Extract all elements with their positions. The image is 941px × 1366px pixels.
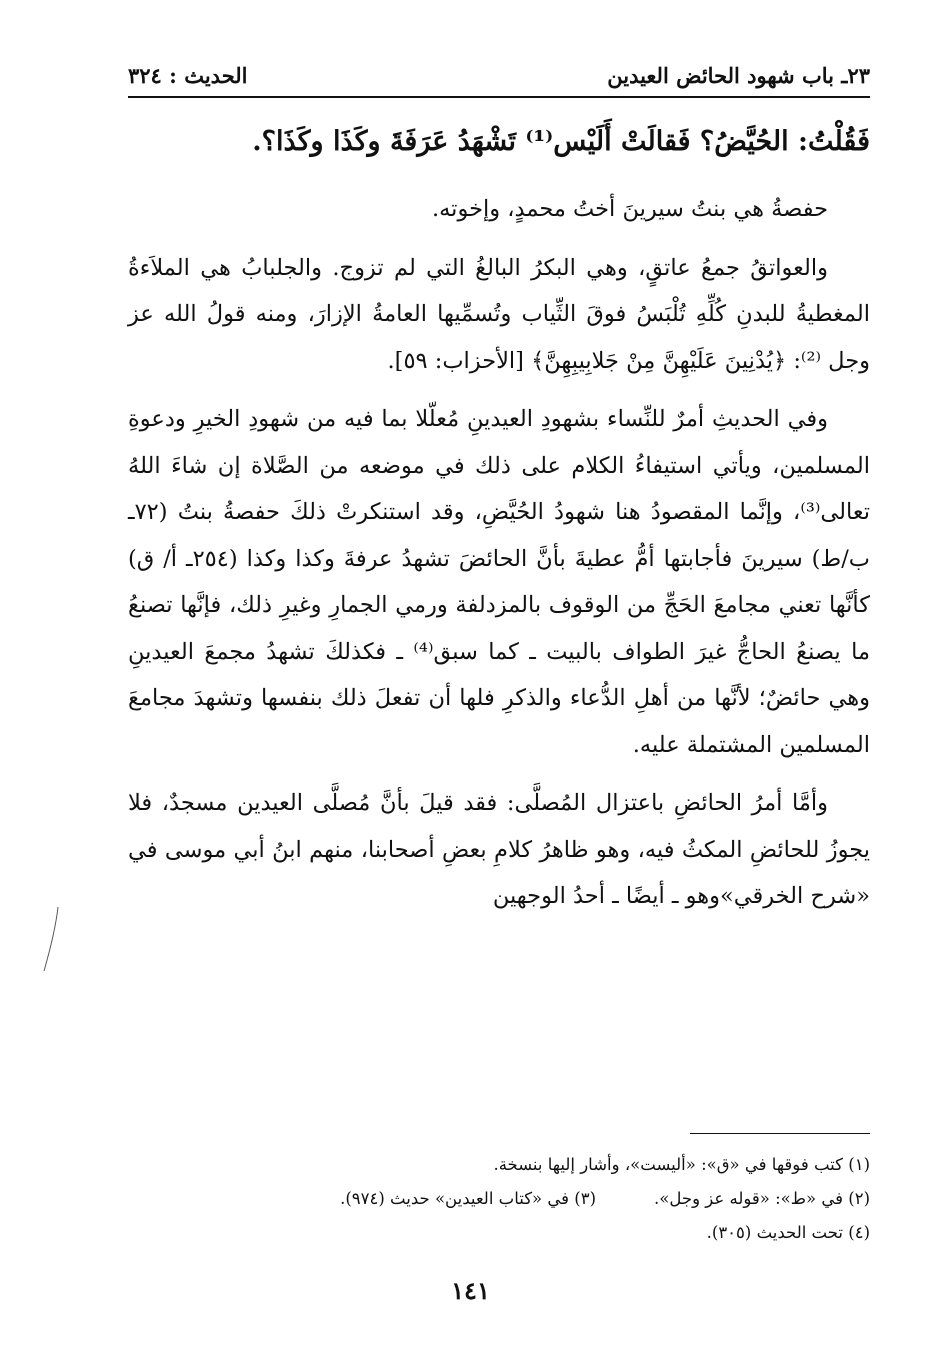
paragraph-1: حفصةُ هي بنتُ سيرينَ أختُ محمدٍ، وإخوته.	[431, 196, 828, 222]
hadith-reference: الحديث : ٣٢٤	[128, 62, 248, 88]
footnote-4: (٤) تحت الحديث (٣٠٥).	[706, 1223, 870, 1242]
paragraph-3: وفي الحديثِ أمرٌ للنِّساء بشهودِ العيدينِ مُعلّلا بما فيه من شهودِ الخيرِ ودعوةِ المسلمين، ويأتي استيفاءُ الكلام على ذلك في موضعه من الصَّلاة إن شاءَ اللهُ تعالى⁽³⁾، وإنَّما المقصودُ هنا شهودُ الحُيَّضِ، وقد استنكرتْ ذلكَ حفصةُ بنتُ (٧٢ـ ب/ط) سيرينَ فأجابتها أمُّ عطيةَ بأنَّ الحائضَ تشهدُ عرفةَ وكذا وكذا (٢٥٤ـ أ/ ق) كأنَّها تعني مجامعَ الحَجِّ من الوقوف بالمزدلفة ورمي الجمارِ وغيرِ ذلك، فإنَّها تصنعُ ما يصنعُ الحاجُّ غيرَ الطواف بالبيت ـ كما سبق⁽⁴⁾ ـ فكذلكَ تشهدُ مجمعَ العيدينِ وهي حائضٌ؛ لأنَّها من أهلِ الدُّعاء والذكرِ فلها أن تفعلَ ذلك بنفسها وتشهدَ مجامعَ المسلمين المشتملة عليه.	[128, 406, 870, 758]
paragraph-2: والعواتقُ جمعُ عاتقٍ، وهي البكرُ البالغُ التي لم تزوج. والجلبابُ هي الملاَءةُ المغطيةُ للبدنِ كُلِّهِ تُلْبَسُ فوقَ الثِّياب وتُسمِّيها العامةُ الإزارَ، ومنه قولُ الله عز وجل ⁽²⁾: ﴿يُدْنِينَ عَلَيْهِنَّ مِنْ جَلابِيبِهِنَّ﴾ [الأحزاب: ٥٩].	[128, 254, 870, 374]
hadith-text: فَقُلْتُ: الحُيَّضُ؟ فَقالَتْ أَلَيْس⁽¹⁾ تَشْهَدُ عَرَفَةَ وكَذَا وكَذَا؟.	[252, 126, 870, 157]
paragraph-4: وأمَّا أمرُ الحائضِ باعتزال المُصلَّى: فقد قيلَ بأنَّ مُصلَّى العيدين مسجدٌ، فلا يجوزُ للحائضِ المكثُ فيه، وهو ظاهرُ كلامِ بعضِ أصحابنا، منهم ابنُ أبي موسى في «شرح الخرقي»وهو ـ أيضًا ـ أحدُ الوجهين	[128, 790, 870, 909]
running-header	[128, 58, 870, 92]
margin-pencil-mark	[36, 905, 66, 975]
main-text	[128, 108, 870, 932]
page-number: ١٤١	[451, 1276, 490, 1305]
footnotes	[128, 1148, 870, 1250]
footnote-3: (٣) في «كتاب العيدين» حديث (٩٧٤).	[340, 1189, 597, 1208]
chapter-title: ٢٣ـ باب شهود الحائض العيدين	[607, 62, 870, 88]
footnote-1: (١) كتب فوقها في «ق»: «أليست»، وأشار إليها بنسخة.	[493, 1155, 870, 1174]
footnote-2: (٢) في «ط»: «قوله عز وجل».	[654, 1189, 870, 1208]
header-divider	[128, 96, 870, 98]
footnote-divider	[690, 1133, 870, 1134]
